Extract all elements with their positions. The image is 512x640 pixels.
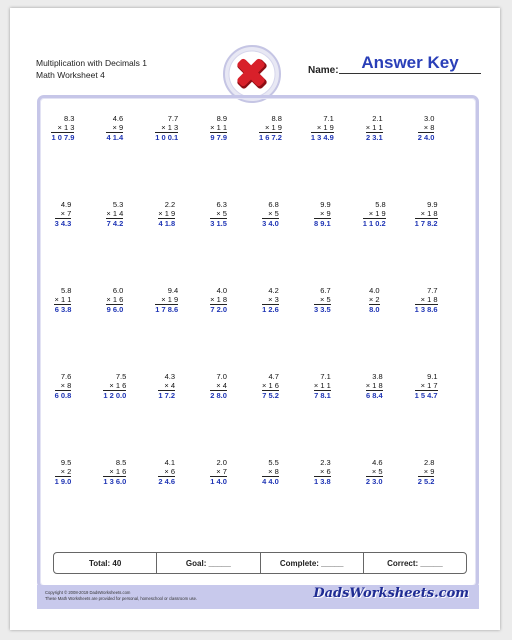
multiplicand: 5.8 (375, 200, 386, 209)
problem-box (262, 286, 279, 314)
multiplier: × 1 9 (155, 295, 178, 305)
answer: 3 4.3 (54, 219, 72, 228)
problem-box (55, 372, 72, 400)
problem (348, 286, 400, 372)
problem (296, 458, 348, 544)
multiplicand: 2.3 (320, 458, 331, 467)
multiplier: × 6 (314, 467, 331, 477)
problem (296, 114, 348, 200)
problem-box (155, 114, 178, 142)
problem (141, 372, 193, 458)
multiplicand: 5.5 (268, 458, 279, 467)
multiplicand: 9.5 (60, 458, 72, 467)
problem-box (366, 114, 383, 142)
problem-box (418, 458, 435, 486)
answer-key-label: Answer Key (361, 53, 459, 72)
copyright-text: Copyright © 2008-2019 DadsWorksheets.com (45, 590, 131, 595)
multiplicand: 4.2 (268, 286, 279, 295)
worksheet-title: Multiplication with Decimals 1 (36, 58, 148, 68)
multiplier: × 1 1 (313, 381, 331, 390)
problem (348, 372, 400, 458)
multiplier: × 1 4 (106, 209, 124, 218)
problem (37, 286, 89, 372)
problem-box (210, 114, 227, 142)
answer: 1 9.0 (54, 477, 72, 486)
correct-cell: Correct: _____ (387, 558, 443, 568)
multiplier: × 1 1 (210, 123, 227, 132)
answer: 4 1.4 (106, 133, 124, 142)
multiplier: × 8 (418, 123, 435, 133)
multiplicand: 2.1 (372, 114, 383, 123)
multiplicand: 9.9 (427, 200, 438, 209)
problem-box (54, 286, 71, 314)
multiplicand: 4.6 (112, 114, 124, 123)
multiplicand: 7.1 (320, 372, 331, 381)
answer: 8.0 (369, 305, 380, 314)
multiplicand: 7.0 (216, 372, 227, 381)
problem (89, 114, 141, 200)
problem-box (314, 200, 331, 228)
bottom-band (37, 585, 479, 609)
multiplier: × 9 (314, 209, 331, 219)
problem (193, 458, 245, 544)
multiplicand: 3.0 (423, 114, 435, 123)
multiplicand: 7.1 (323, 114, 334, 123)
problem (400, 114, 452, 200)
problem-box (262, 372, 279, 400)
answer: 1 0 7.9 (51, 133, 75, 142)
problem-box (415, 200, 438, 228)
problem-box (210, 458, 227, 486)
site-logo: DadsWorksheets.com (313, 586, 469, 601)
problem (400, 372, 452, 458)
multiplier: × 2 (55, 467, 72, 477)
name-label: Name: (308, 65, 339, 76)
answer: 1 2.6 (262, 305, 279, 314)
multiplicand: 8.8 (271, 114, 282, 123)
multiplier: × 4 (158, 381, 175, 391)
multiplier: × 9 (418, 467, 435, 477)
multiplier: × 7 (55, 209, 72, 219)
problem (348, 114, 400, 200)
multiplicand: 5.3 (112, 200, 124, 209)
problem (89, 458, 141, 544)
problem-box (210, 372, 227, 400)
problem (245, 114, 297, 200)
multiplier: × 4 (210, 381, 227, 391)
multiplicand: 4.0 (216, 286, 227, 295)
multiplier: × 2 (368, 295, 380, 304)
name-line (339, 73, 481, 74)
multiplier: × 1 3 (155, 123, 178, 133)
problem (89, 286, 141, 372)
answer: 8 9.1 (313, 219, 331, 228)
multiplicand: 4.3 (164, 372, 176, 381)
problem (141, 114, 193, 200)
problem (400, 200, 452, 286)
problem-box (155, 286, 178, 314)
answer: 1 1 0.2 (362, 219, 386, 228)
problem-box (55, 458, 72, 486)
problem (245, 372, 297, 458)
problem (245, 458, 297, 544)
problem-box (210, 200, 227, 228)
multiplicand: 8.9 (216, 114, 227, 123)
problem-box (106, 114, 123, 142)
answer: 6 3.8 (54, 305, 72, 314)
answer: 9 6.0 (106, 305, 124, 314)
answer: 2 8.0 (210, 391, 227, 400)
answer: 1 2 0.0 (103, 391, 127, 400)
multiplier: × 1 9 (363, 209, 386, 219)
total-cell: Total: 40 (54, 553, 157, 573)
problem (37, 372, 89, 458)
multiplier: × 5 (262, 209, 279, 219)
problem-box (311, 114, 334, 142)
problem (37, 458, 89, 544)
worksheet-subtitle: Math Worksheet 4 (36, 70, 105, 80)
problem (141, 458, 193, 544)
answer: 1 3 8.6 (414, 305, 438, 314)
multiplicand: 4.6 (372, 458, 383, 467)
answer: 3 3.5 (313, 305, 331, 314)
problem-box (366, 372, 383, 400)
multiplicand: 6.3 (216, 200, 227, 209)
multiplier: × 7 (210, 467, 227, 477)
answer: 1 7.2 (158, 391, 176, 400)
multiplier: × 1 6 (103, 381, 126, 391)
answer: 6 0.8 (54, 391, 72, 400)
multiplicand: 9.1 (427, 372, 438, 381)
problem (296, 286, 348, 372)
answer: 1 3 4.9 (310, 133, 334, 142)
problem-box (415, 372, 438, 400)
multiplicand: 2.2 (164, 200, 176, 209)
answer: 2 5.2 (417, 477, 435, 486)
problem (89, 200, 141, 286)
problem-box (106, 286, 123, 314)
problem (400, 458, 452, 544)
multiplier: × 5 (210, 209, 227, 219)
answer: 2 3.0 (365, 477, 383, 486)
multiplier: × 1 1 (54, 295, 72, 304)
problem (245, 286, 297, 372)
problem (348, 458, 400, 544)
multiplier: × 8 (262, 467, 279, 477)
multiplier: × 1 6 (261, 381, 279, 390)
problem-box (363, 200, 386, 228)
problem-box (210, 286, 227, 314)
multiplier: × 9 (106, 123, 123, 133)
problem-box (55, 200, 72, 228)
multiplicand: 7.7 (167, 114, 179, 123)
multiplier: × 1 3 (51, 123, 74, 133)
problem-box (158, 458, 175, 486)
multiplier: × 1 9 (158, 209, 176, 218)
multiplier: × 1 9 (311, 123, 334, 133)
score-bar (53, 552, 467, 574)
answer: 2 4.6 (158, 477, 176, 486)
answer: 2 3.1 (365, 133, 383, 142)
problem-box (103, 372, 126, 400)
answer: 1 6 7.2 (258, 133, 282, 142)
multiplier: × 5 (366, 467, 383, 477)
problem-box (51, 114, 74, 142)
problem-box (262, 458, 279, 486)
multiplier: × 1 6 (106, 295, 124, 304)
problem-box (106, 200, 123, 228)
problem (193, 286, 245, 372)
problem (193, 372, 245, 458)
problem-box (418, 114, 435, 142)
problem (245, 200, 297, 286)
answer: 7 2.0 (210, 305, 227, 314)
answer: 1 7 8.2 (414, 219, 438, 228)
problem (193, 200, 245, 286)
worksheet-page (10, 8, 500, 630)
multiplicand: 5.8 (60, 286, 72, 295)
multiplier: × 1 8 (415, 209, 438, 219)
multiplier: × 1 9 (259, 123, 282, 133)
multiplicand: 6.7 (320, 286, 331, 295)
multiplier: × 3 (262, 295, 279, 305)
multiplier: × 1 1 (365, 123, 383, 132)
problem (141, 286, 193, 372)
answer: 1 3 6.0 (103, 477, 127, 486)
answer: 2 4.0 (417, 133, 435, 142)
multiplicand: 6.8 (268, 200, 279, 209)
problem (400, 286, 452, 372)
problem (37, 200, 89, 286)
problem-box (369, 286, 380, 314)
problems-grid (37, 114, 452, 544)
answer: 1 3.8 (313, 477, 331, 486)
answer: 3 4.0 (262, 219, 279, 228)
answer: 6 8.4 (365, 391, 383, 400)
multiplicand: 4.7 (268, 372, 279, 381)
problem (37, 114, 89, 200)
multiplicand: 7.6 (60, 372, 72, 381)
multiplicand: 9.4 (167, 286, 179, 295)
usage-note: These Math Worksheets are provided for personal, homeschool or classroom use. (45, 596, 198, 601)
answer: 7 8.1 (314, 391, 331, 400)
multiplier: × 1 8 (415, 295, 438, 305)
multiplier: × 6 (158, 467, 175, 477)
answer: 3 1.5 (210, 219, 227, 228)
answer: 1 5 4.7 (414, 391, 438, 400)
problem (296, 200, 348, 286)
answer: 4 4.0 (262, 477, 279, 486)
problem-box (366, 458, 383, 486)
answer: 9 7.9 (210, 133, 227, 142)
multiplicand: 2.8 (423, 458, 435, 467)
answer: 1 0 0.1 (155, 133, 179, 142)
multiplier: × 1 6 (103, 467, 126, 477)
problem-box (262, 200, 279, 228)
multiplier: × 5 (314, 295, 331, 305)
multiplicand: 4.0 (369, 286, 380, 295)
answer: 1 4.0 (210, 477, 227, 486)
multiplicand: 6.0 (112, 286, 124, 295)
problem-box (314, 286, 331, 314)
multiplicand: 8.3 (63, 114, 75, 123)
multiplicand: 7.7 (427, 286, 438, 295)
answer: 1 7 8.6 (155, 305, 179, 314)
multiplier: × 1 8 (365, 381, 383, 390)
problem (89, 372, 141, 458)
goal-cell: Goal: _____ (157, 553, 260, 573)
problem-box (314, 372, 331, 400)
multiplier: × 1 7 (415, 381, 438, 391)
multiplicand: 4.1 (164, 458, 176, 467)
answer: 7 4.2 (106, 219, 124, 228)
problem-box (158, 372, 175, 400)
complete-cell: Complete: _____ (261, 553, 364, 573)
problem-box (259, 114, 282, 142)
multiplier: × 8 (55, 381, 72, 391)
problem-box (158, 200, 175, 228)
problem (193, 114, 245, 200)
multiplicand: 4.9 (60, 200, 72, 209)
multiplicand: 8.5 (115, 458, 127, 467)
multiplicand: 2.0 (216, 458, 227, 467)
multiplicand: 3.8 (372, 372, 383, 381)
problem-box (103, 458, 126, 486)
problem (141, 200, 193, 286)
problem (348, 200, 400, 286)
multiplier: × 1 8 (210, 295, 227, 304)
problem-box (314, 458, 331, 486)
answer: 4 1.8 (158, 219, 176, 228)
multiplicand: 7.5 (115, 372, 127, 381)
answer: 7 5.2 (262, 391, 279, 400)
problem (296, 372, 348, 458)
problem-box (415, 286, 438, 314)
multiplicand: 9.9 (320, 200, 331, 209)
